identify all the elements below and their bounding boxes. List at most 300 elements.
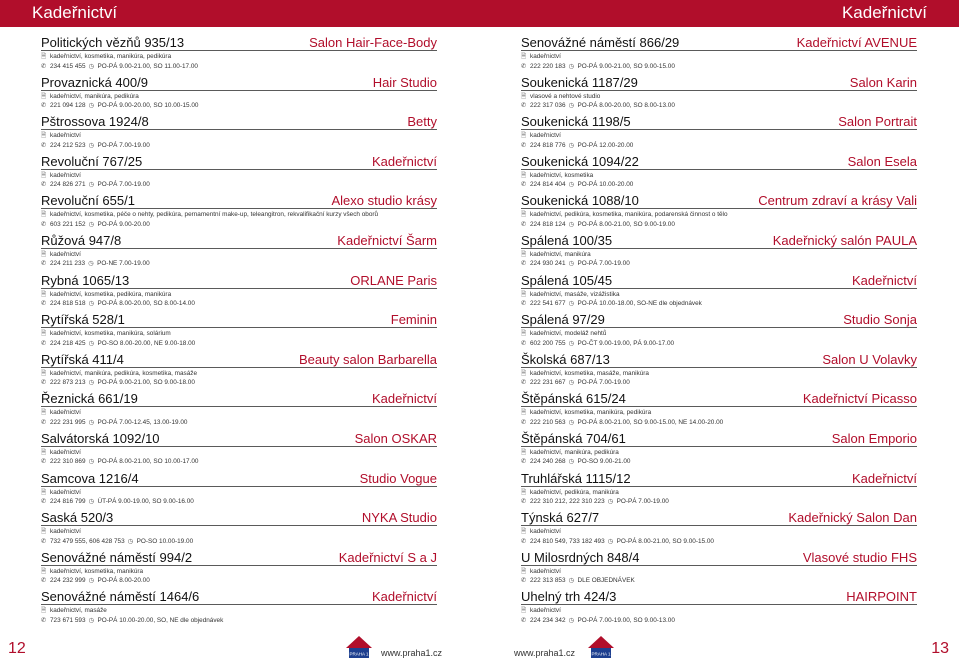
salon-entry xyxy=(41,154,437,194)
salon-entry xyxy=(521,273,917,313)
salon-entry xyxy=(41,391,437,431)
services-line xyxy=(521,131,917,141)
salon-entry xyxy=(41,589,437,629)
contact-line xyxy=(521,299,917,309)
street-address: Rytířská 411/4 xyxy=(41,351,124,367)
opening-hours: PO-SO 10.00-19.00 xyxy=(136,537,194,545)
services-line xyxy=(41,171,437,181)
services-text: kadeřnictví xyxy=(50,528,81,536)
document-icon: 🗎 xyxy=(41,330,47,338)
services-line xyxy=(521,527,917,537)
entry-heading xyxy=(521,431,917,447)
opening-hours: PO-PÁ 9.00-21.00, SO 9.00-15.00 xyxy=(577,62,675,70)
opening-hours: PO-PÁ 7.00-12.45, 13.00-19.00 xyxy=(97,418,188,426)
header-title-left: Kadeřnictví xyxy=(32,3,118,22)
contact-line xyxy=(41,339,437,349)
document-icon: 🗎 xyxy=(41,211,47,219)
entry-heading xyxy=(41,154,437,170)
entry-heading xyxy=(41,550,437,566)
services-text: kadeřnictví xyxy=(50,409,81,417)
services-text: kadeřnictví xyxy=(530,53,561,60)
salon-name: Salon Emporio xyxy=(831,430,917,446)
salon-name: Alexo studio krásy xyxy=(331,193,437,209)
street-address: Štěpánská 704/61 xyxy=(521,430,626,446)
services-line xyxy=(41,527,437,537)
services-line xyxy=(521,606,917,616)
salon-entry xyxy=(41,510,437,550)
phone-number: 224 211 233 xyxy=(50,260,86,268)
salon-name: Beauty salon Barbarella xyxy=(298,351,437,367)
services-line xyxy=(521,369,917,379)
phone-icon: ✆ xyxy=(41,418,47,426)
document-icon: 🗎 xyxy=(41,132,47,140)
services-text: kadeřnictví, kosmetika xyxy=(530,171,594,179)
salon-entry xyxy=(521,550,917,590)
contact-line xyxy=(41,418,437,428)
clock-icon: ◷ xyxy=(568,577,575,585)
phone-number: 222 310 869 xyxy=(50,458,86,466)
street-address: Soukenická 1094/22 xyxy=(521,153,639,169)
opening-hours: PO-SO 9.00-21.00 xyxy=(577,458,631,466)
street-address: Senovážné náměstí 1464/6 xyxy=(41,589,200,605)
clock-icon: ◷ xyxy=(88,339,95,347)
entry-heading xyxy=(41,233,437,249)
street-address: Rybná 1065/13 xyxy=(41,272,130,288)
clock-icon: ◷ xyxy=(88,300,95,308)
services-line xyxy=(41,369,437,379)
services-text: kadeřnictví, pedikúra, manikúra xyxy=(530,488,619,496)
street-address: Provaznická 400/9 xyxy=(41,74,148,90)
contact-line xyxy=(521,101,917,111)
phone-icon: ✆ xyxy=(521,220,527,228)
document-icon: 🗎 xyxy=(41,488,47,496)
entry-heading xyxy=(521,75,917,91)
clock-icon: ◷ xyxy=(568,220,575,228)
services-text: kadeřnictví xyxy=(530,132,561,140)
phone-icon: ✆ xyxy=(41,498,47,506)
phone-icon: ✆ xyxy=(521,260,527,268)
phone-number: 222 310 212, 222 310 223 xyxy=(530,498,605,506)
left-column xyxy=(41,35,437,629)
clock-icon: ◷ xyxy=(568,62,575,70)
clock-icon: ◷ xyxy=(88,418,95,426)
opening-hours: PO-PÁ 12.00-20.00 xyxy=(577,141,634,149)
entry-heading xyxy=(521,510,917,526)
footer-url-left[interactable]: www.praha1.cz xyxy=(381,648,443,658)
clock-icon: ◷ xyxy=(88,141,95,149)
document-icon: 🗎 xyxy=(41,53,47,60)
services-line xyxy=(41,448,437,458)
street-address: Rytířská 528/1 xyxy=(41,312,125,328)
salon-name: Kadeřnictví xyxy=(851,470,917,486)
street-address: Týnská 627/7 xyxy=(521,510,600,526)
services-text: kadeřnictví, kosmetika, masáže, manikúra xyxy=(530,369,649,377)
salon-entry xyxy=(41,273,437,313)
salon-name: Salon Esela xyxy=(847,153,917,169)
entry-heading xyxy=(41,510,437,526)
services-line xyxy=(41,408,437,418)
phone-number: 224 818 518 xyxy=(50,300,86,308)
salon-name: Hair Studio xyxy=(372,74,437,90)
street-address: Spálená 97/29 xyxy=(521,312,605,328)
opening-hours: PO-PÁ 9.00-20.00 xyxy=(97,220,150,228)
salon-name: Studio Sonja xyxy=(843,312,917,328)
services-text: kadeřnictví, kosmetika, manikúra, pedikúra xyxy=(530,409,652,417)
document-icon: 🗎 xyxy=(521,528,527,536)
contact-line xyxy=(521,62,917,72)
salon-entry xyxy=(521,471,917,511)
contact-line xyxy=(521,259,917,269)
phone-icon: ✆ xyxy=(41,260,47,268)
entry-heading xyxy=(41,589,437,605)
opening-hours: PO-PÁ 9.00-21.00, SO 9.00-18.00 xyxy=(97,379,195,387)
phone-icon: ✆ xyxy=(41,616,47,624)
clock-icon: ◷ xyxy=(88,102,95,110)
opening-hours: PO-PÁ 7.00-19.00 xyxy=(577,260,630,268)
services-text: kadeřnictví, modeláž nehtů xyxy=(530,330,607,338)
clock-icon: ◷ xyxy=(568,300,575,308)
services-text: kadeřnictví, manikúra, pedikúra xyxy=(50,92,139,100)
document-icon: 🗎 xyxy=(41,369,47,377)
services-text: kadeřnictví, kosmetika, manikúra, solárium xyxy=(50,330,171,338)
phone-icon: ✆ xyxy=(41,339,47,347)
services-line xyxy=(521,210,917,220)
opening-hours: ÚT-PÁ 9.00-19.00, SO 9.00-16.00 xyxy=(97,498,194,506)
phone-number: 222 210 563 xyxy=(530,418,566,426)
document-icon: 🗎 xyxy=(521,250,527,258)
phone-number: 221 094 128 xyxy=(50,102,86,110)
phone-icon: ✆ xyxy=(521,379,527,387)
services-text: vlasové a nehtové studio xyxy=(530,92,601,100)
services-text: kadeřnictví xyxy=(530,607,561,615)
phone-icon: ✆ xyxy=(521,181,527,189)
phone-number: 224 234 342 xyxy=(530,616,566,624)
entry-heading xyxy=(41,114,437,130)
document-icon: 🗎 xyxy=(521,132,527,140)
phone-icon: ✆ xyxy=(41,379,47,387)
street-address: Uhelný trh 424/3 xyxy=(521,589,617,605)
clock-icon: ◷ xyxy=(88,62,95,70)
services-line xyxy=(41,131,437,141)
phone-number: 222 873 213 xyxy=(50,379,86,387)
contact-line xyxy=(521,418,917,428)
contact-line xyxy=(521,141,917,151)
services-text: kadeřnictví, kosmetika, pedikúra, manikúra xyxy=(50,290,172,298)
services-text: kadeřnictví xyxy=(50,448,81,456)
entry-heading xyxy=(521,233,917,249)
street-address: Soukenická 1198/5 xyxy=(521,114,631,130)
clock-icon: ◷ xyxy=(568,260,575,268)
phone-icon: ✆ xyxy=(521,62,527,70)
services-line xyxy=(521,488,917,498)
phone-icon: ✆ xyxy=(521,102,527,110)
document-icon: 🗎 xyxy=(521,607,527,615)
clock-icon: ◷ xyxy=(88,498,95,506)
street-address: Spálená 105/45 xyxy=(521,272,613,288)
phone-icon: ✆ xyxy=(41,181,47,189)
clock-icon: ◷ xyxy=(607,537,614,545)
street-address: Štěpánská 615/24 xyxy=(521,391,626,407)
contact-line xyxy=(521,220,917,230)
salon-entry xyxy=(521,154,917,194)
opening-hours: PO-PÁ 8.00-20.00 xyxy=(97,577,150,585)
entry-heading xyxy=(521,550,917,566)
phone-icon: ✆ xyxy=(521,458,527,466)
contact-line xyxy=(521,537,917,547)
clock-icon: ◷ xyxy=(568,418,575,426)
services-line xyxy=(521,250,917,260)
services-text: kadeřnictví, kosmetika, manikúra, pedikúra xyxy=(50,53,172,60)
phone-icon: ✆ xyxy=(521,300,527,308)
entry-heading xyxy=(521,352,917,368)
opening-hours: PO-PÁ 7.00-19.00 xyxy=(577,379,630,387)
salon-entry xyxy=(521,114,917,154)
document-icon: 🗎 xyxy=(521,330,527,338)
salon-name: Kadeřnický Salon Dan xyxy=(788,510,917,526)
entry-heading xyxy=(41,352,437,368)
salon-entry xyxy=(521,589,917,629)
salon-name: Kadeřnictví xyxy=(371,391,437,407)
document-icon: 🗎 xyxy=(521,409,527,417)
salon-entry xyxy=(41,114,437,154)
services-text: kadeřnictví, pedikúra, kosmetika, manikúra, podarenská činnost o tělo xyxy=(530,211,728,219)
phone-number: 602 200 755 xyxy=(530,339,566,347)
opening-hours: PO-PÁ 10.00-20.00 xyxy=(577,181,634,189)
salon-name: Feminin xyxy=(390,312,437,328)
salon-name: Kadeřnictví AVENUE xyxy=(796,35,917,50)
clock-icon: ◷ xyxy=(568,339,575,347)
phone-number: 224 814 404 xyxy=(530,181,566,189)
opening-hours: PO-PÁ 9.00-20.00, SO 10.00-15.00 xyxy=(97,102,199,110)
services-line xyxy=(521,329,917,339)
salon-entry xyxy=(521,352,917,392)
phone-number: 224 826 271 xyxy=(50,181,86,189)
entry-heading xyxy=(521,273,917,289)
entry-heading xyxy=(41,391,437,407)
phone-icon: ✆ xyxy=(521,141,527,149)
entry-heading xyxy=(41,471,437,487)
street-address: Pštrossova 1924/8 xyxy=(41,114,149,130)
document-icon: 🗎 xyxy=(41,448,47,456)
services-text: kadeřnictví xyxy=(530,528,561,536)
salon-name: Kadeřnictví S a J xyxy=(338,549,437,565)
document-icon: 🗎 xyxy=(521,211,527,219)
opening-hours: PO-PÁ 8.00-21.00, SO 10.00-17.00 xyxy=(97,458,199,466)
document-icon: 🗎 xyxy=(521,290,527,298)
salon-entry xyxy=(521,431,917,471)
street-address: Revoluční 655/1 xyxy=(41,193,135,209)
entry-heading xyxy=(521,391,917,407)
phone-number: 222 231 995 xyxy=(50,418,86,426)
contact-line xyxy=(41,180,437,190)
salon-entry xyxy=(41,550,437,590)
phone-number: 224 816 799 xyxy=(50,498,86,506)
phone-number: 732 479 555, 606 428 753 xyxy=(50,537,125,545)
clock-icon: ◷ xyxy=(88,181,95,189)
phone-icon: ✆ xyxy=(521,577,527,585)
document-icon: 🗎 xyxy=(41,290,47,298)
opening-hours: PO-PÁ 8.00-21.00, SO 9.00-19.00 xyxy=(577,220,675,228)
contact-line xyxy=(521,576,917,586)
clock-icon: ◷ xyxy=(88,616,95,624)
salon-name: Salon Hair-Face-Body xyxy=(309,35,437,50)
opening-hours: PO-PÁ 8.00-21.00, SO 9.00-15.00, NE 14.00-20.00 xyxy=(577,418,724,426)
services-line xyxy=(41,488,437,498)
contact-line xyxy=(521,457,917,467)
contact-line xyxy=(41,101,437,111)
street-address: Saská 520/3 xyxy=(41,510,114,526)
page-number-left: 12 xyxy=(8,640,26,657)
contact-line xyxy=(41,299,437,309)
services-text: kadeřnictví, kosmetika, péče o nehty, pedikúra, pernamentní make-up, teleangitron, rekvalifikační kurzy všech oborů xyxy=(50,211,379,219)
clock-icon: ◷ xyxy=(568,379,575,387)
salon-entry xyxy=(521,193,917,233)
entry-heading xyxy=(521,312,917,328)
phone-number: 222 220 183 xyxy=(530,62,566,70)
salon-entry xyxy=(41,312,437,352)
opening-hours: PO-PÁ 8.00-20.00, SO 8.00-13.00 xyxy=(577,102,675,110)
entry-heading xyxy=(41,431,437,447)
praha1-logo-left xyxy=(344,634,374,660)
street-address: Soukenická 1187/29 xyxy=(521,74,638,90)
clock-icon: ◷ xyxy=(88,260,94,268)
services-line xyxy=(41,250,437,260)
opening-hours: PO-PÁ 7.00-19.00 xyxy=(616,498,669,506)
contact-line xyxy=(41,378,437,388)
praha1-logo-right xyxy=(586,634,616,660)
entry-heading xyxy=(521,35,917,51)
phone-number: 222 231 667 xyxy=(530,379,566,387)
street-address: Školská 687/13 xyxy=(521,351,610,367)
opening-hours: PO-PÁ 7.00-19.00 xyxy=(97,141,150,149)
services-text: kadeřnictví xyxy=(50,132,81,140)
salon-entry xyxy=(41,352,437,392)
clock-icon: ◷ xyxy=(88,577,95,585)
svg-text:PRAHA 1: PRAHA 1 xyxy=(349,651,369,657)
phone-icon: ✆ xyxy=(41,141,47,149)
services-line xyxy=(41,567,437,577)
right-column xyxy=(521,35,917,629)
street-address: Spálená 100/35 xyxy=(521,232,613,248)
contact-line xyxy=(521,180,917,190)
services-text: kadeřnictví, manikúra, pedikúra, kosmetika, masáže xyxy=(50,369,198,377)
footer-url-right[interactable]: www.praha1.cz xyxy=(514,648,576,658)
document-icon: 🗎 xyxy=(521,369,527,377)
services-line xyxy=(41,92,437,102)
services-text: kadeřnictví, masáže, vizážistika xyxy=(530,290,620,298)
opening-hours: PO-ČT 9.00-19.00, PÁ 9.00-17.00 xyxy=(577,339,675,347)
document-icon: 🗎 xyxy=(521,171,527,179)
phone-icon: ✆ xyxy=(41,537,47,545)
street-address: Revoluční 767/25 xyxy=(41,153,143,169)
document-icon: 🗎 xyxy=(41,250,47,258)
services-line xyxy=(521,171,917,181)
services-line xyxy=(521,408,917,418)
phone-number: 224 930 241 xyxy=(530,260,566,268)
opening-hours: PO-SO 8.00-20.00, NE 9.00-18.00 xyxy=(97,339,196,347)
phone-icon: ✆ xyxy=(41,220,47,228)
services-line xyxy=(521,448,917,458)
phone-number: 234 415 455 xyxy=(50,62,86,70)
salon-entry xyxy=(521,391,917,431)
salon-name: Kadeřnictví xyxy=(371,589,437,605)
services-line xyxy=(521,290,917,300)
services-line xyxy=(41,52,437,62)
salon-entry xyxy=(521,75,917,115)
opening-hours: PO-PÁ 10.00-20.00, SO, NE dle objednávek xyxy=(97,616,224,624)
clock-icon: ◷ xyxy=(568,616,575,624)
contact-line xyxy=(41,497,437,507)
entry-heading xyxy=(41,273,437,289)
contact-line xyxy=(521,497,917,507)
document-icon: 🗎 xyxy=(521,488,527,496)
contact-line xyxy=(41,141,437,151)
phone-number: 224 240 268 xyxy=(530,458,566,466)
contact-line xyxy=(41,259,437,269)
phone-number: 723 671 593 xyxy=(50,616,86,624)
services-text: kadeřnictví xyxy=(50,488,81,496)
salon-name: NYKA Studio xyxy=(361,510,437,526)
salon-name: Centrum zdraví a krásy Vali xyxy=(758,193,917,209)
contact-line xyxy=(521,378,917,388)
document-icon: 🗎 xyxy=(521,53,527,60)
entry-heading xyxy=(521,114,917,130)
clock-icon: ◷ xyxy=(88,458,95,466)
street-address: Politických vězňů 935/13 xyxy=(41,35,185,50)
street-address: Růžová 947/8 xyxy=(41,232,122,248)
entry-heading xyxy=(41,75,437,91)
salon-entry xyxy=(41,233,437,273)
entry-heading xyxy=(521,193,917,209)
clock-icon: ◷ xyxy=(88,379,95,387)
document-icon: 🗎 xyxy=(41,607,47,615)
street-address: Salvátorská 1092/10 xyxy=(41,430,160,446)
contact-line xyxy=(521,616,917,626)
salon-entry xyxy=(521,233,917,273)
contact-line xyxy=(41,537,437,547)
document-icon: 🗎 xyxy=(41,567,47,575)
contact-line xyxy=(41,576,437,586)
entry-heading xyxy=(521,154,917,170)
salon-name: Salon OSKAR xyxy=(354,430,437,446)
contact-line xyxy=(41,220,437,230)
salon-entry xyxy=(521,35,917,75)
document-icon: 🗎 xyxy=(41,409,47,417)
document-icon: 🗎 xyxy=(41,171,47,179)
salon-name: HAIRPOINT xyxy=(846,589,917,605)
contact-line xyxy=(521,339,917,349)
document-icon: 🗎 xyxy=(41,92,47,100)
salon-name: Kadeřnický salón PAULA xyxy=(772,232,917,248)
document-icon: 🗎 xyxy=(521,567,527,575)
header-bar xyxy=(0,0,959,27)
street-address: Samcova 1216/4 xyxy=(41,470,139,486)
opening-hours: PO-PÁ 10.00-18.00, SO-NE dle objednávek xyxy=(577,300,702,308)
salon-name: Betty xyxy=(407,114,437,130)
phone-icon: ✆ xyxy=(521,498,527,506)
phone-number: 224 212 523 xyxy=(50,141,86,149)
clock-icon: ◷ xyxy=(607,498,614,506)
entry-heading xyxy=(41,35,437,51)
services-line xyxy=(41,606,437,616)
services-text: kadeřnictví, manikúra, pedikúra xyxy=(530,448,619,456)
entry-heading xyxy=(41,193,437,209)
phone-icon: ✆ xyxy=(41,62,47,70)
salon-entry xyxy=(41,471,437,511)
services-text: kadeřnictví, manikúra xyxy=(530,250,591,258)
entry-heading xyxy=(41,312,437,328)
opening-hours: PO-PÁ 8.00-21.00, SO 9.00-15.00 xyxy=(616,537,714,545)
